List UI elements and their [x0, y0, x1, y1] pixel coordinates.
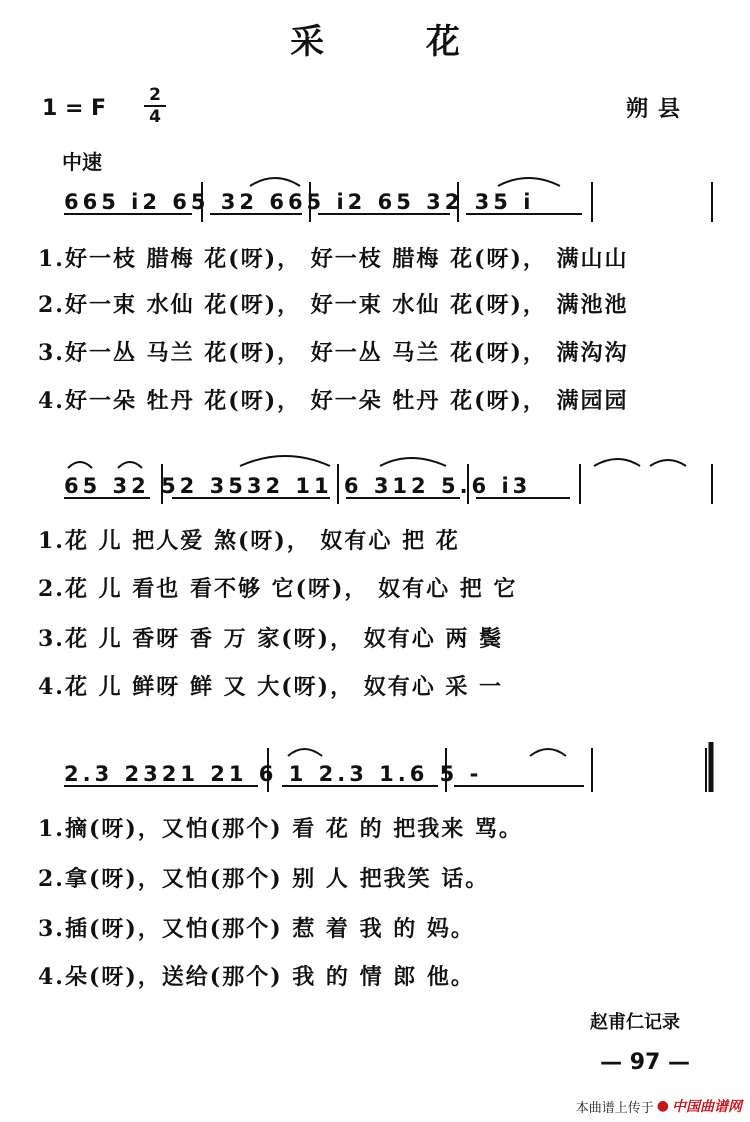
- site-logo-icon: ●: [656, 1098, 669, 1114]
- time-signature-top: 2: [149, 85, 161, 105]
- lyric-line-3-3: 3.插(呀)，又怕(那个) 惹 着 我 的 妈。: [38, 916, 475, 942]
- transcriber-credit: 赵甫仁记录: [590, 1012, 680, 1033]
- slur: [498, 178, 560, 186]
- site-name: 中国曲谱网: [672, 1099, 742, 1115]
- lyric-line-1-3: 3.好一丛 马兰 花(呀)， 好一丛 马兰 花(呀)， 满沟沟: [38, 340, 629, 366]
- time-signature-bottom: 4: [149, 107, 161, 127]
- lyric-line-3-4: 4.朵(呀)，送给(那个) 我 的 情 郎 他。: [38, 964, 475, 990]
- tempo-marking: 中速: [62, 150, 102, 174]
- notation-line-2: 65 32 52 3532 11 6 312 5.6 i3: [64, 474, 532, 498]
- lyric-line-2-4: 4.花 儿 鲜呀 鲜 又 大(呀)， 奴有心 采 一: [38, 674, 504, 700]
- lyric-line-2-3: 3.花 儿 香呀 香 万 家(呀)， 奴有心 两 鬓: [38, 626, 504, 652]
- notation-line-3: 2.3 2321 21 6 1 2.3 1.6 5 -: [64, 762, 483, 786]
- page-number: — 97 —: [600, 1050, 690, 1075]
- slur: [530, 749, 566, 756]
- lyric-line-3-1: 1.摘(呀)，又怕(那个) 看 花 的 把我来 骂。: [38, 816, 523, 842]
- slur: [240, 456, 330, 466]
- slur: [118, 462, 142, 468]
- upload-watermark: [576, 1096, 742, 1116]
- lyric-line-1-1: 1.好一枝 腊梅 花(呀)， 好一枝 腊梅 花(呀)， 满山山: [38, 246, 629, 272]
- notation-line-1: 665 i2 65 32 665 i2 65 32 35 i: [64, 190, 535, 214]
- slur: [650, 460, 686, 466]
- slur: [68, 462, 92, 468]
- lyric-line-2-2: 2.花 儿 看也 看不够 它(呀)， 奴有心 把 它: [38, 576, 518, 602]
- lyric-line-3-2: 2.拿(呀)，又怕(那个) 别 人 把我笑 话。: [38, 866, 490, 892]
- slur: [380, 458, 446, 466]
- slur: [288, 749, 322, 756]
- lyric-line-2-1: 1.花 儿 把人爱 煞(呀)， 奴有心 把 花: [38, 528, 460, 554]
- upload-note: 本曲谱上传于: [575, 1100, 654, 1116]
- song-title: 采 花: [290, 22, 486, 62]
- lyric-line-1-2: 2.好一束 水仙 花(呀)， 好一束 水仙 花(呀)， 满池池: [38, 292, 629, 318]
- key-signature: 1 = F: [42, 96, 107, 121]
- region-label: 朔县: [625, 96, 690, 122]
- slur: [250, 178, 300, 186]
- lyric-line-1-4: 4.好一朵 牡丹 花(呀)， 好一朵 牡丹 花(呀)， 满园园: [38, 388, 629, 414]
- slur: [594, 459, 640, 466]
